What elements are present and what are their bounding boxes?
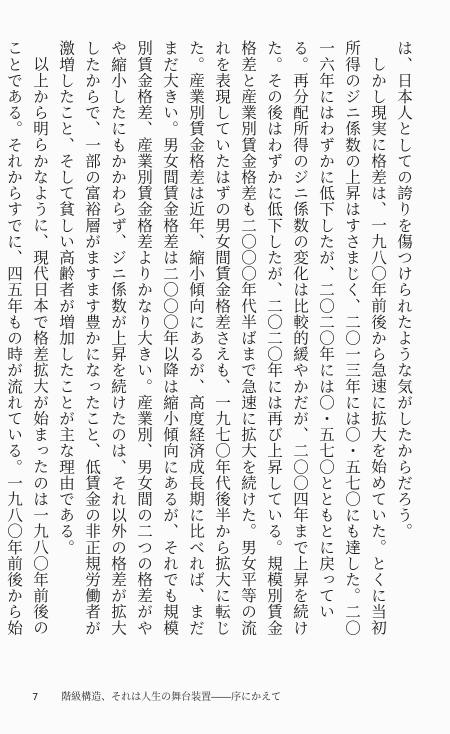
paragraph: 以上から明らかなように、現代日本で格差拡大が始まったのは一九八〇年前後のことである。それからすでに、四五年もの時が流れている。一九八〇年前後から始 bbox=[5, 40, 49, 636]
page-number: 7 bbox=[32, 692, 39, 703]
page-footer bbox=[32, 688, 281, 703]
paragraph: は、日本人としての誇りを傷つけられたような気がしたからだろう。 bbox=[395, 40, 413, 540]
running-title: 階級構造、それは人生の舞台装置――序にかえて bbox=[61, 692, 282, 703]
vertical-text-body bbox=[5, 40, 417, 640]
paragraph: しかし現実に格差は、一九八〇年前後から急速に拡大を始めていた。とくに当初所得のジニ係数の上昇はすさまじく、二〇一三年には〇・五七〇にも達した。二〇一六年にはわずかに低下したが、二〇二〇年には〇・五七〇とともとに戻っている。再分配所得のジニ係数の変化は比較的緩やかだが、二〇〇四年まで上昇を続けた。その後はわずかに低下したが、二〇二〇年には再び上昇している。規模別賃金格差と産業別賃金格差も二〇〇〇年代半ばまで急速に拡大を続けた。男女平等の流れを表現していたはずの男女間賃金格差さえも、一九七〇年代後半から拡大に転じた。産業別賃金格差は近年、縮小傾向にあるが、高度経済成長期に比べれば、まだまだ大きい。男女間賃金格差は二〇〇〇年以降は縮小傾向にあるが、それでも規模別賃金格差、産業別賃金格差よりかなり大きい。産業別、男女間の二つの格差がやや縮小したにもかかわらず、ジニ係数が上昇を続けたのは、それ以外の格差が拡大したからで、一部の富裕層がますます豊かになったこと、低賃金の非正規労働者が激増したこと、そして貧しい高齢者が増加したことが主な理由である。 bbox=[57, 40, 387, 636]
